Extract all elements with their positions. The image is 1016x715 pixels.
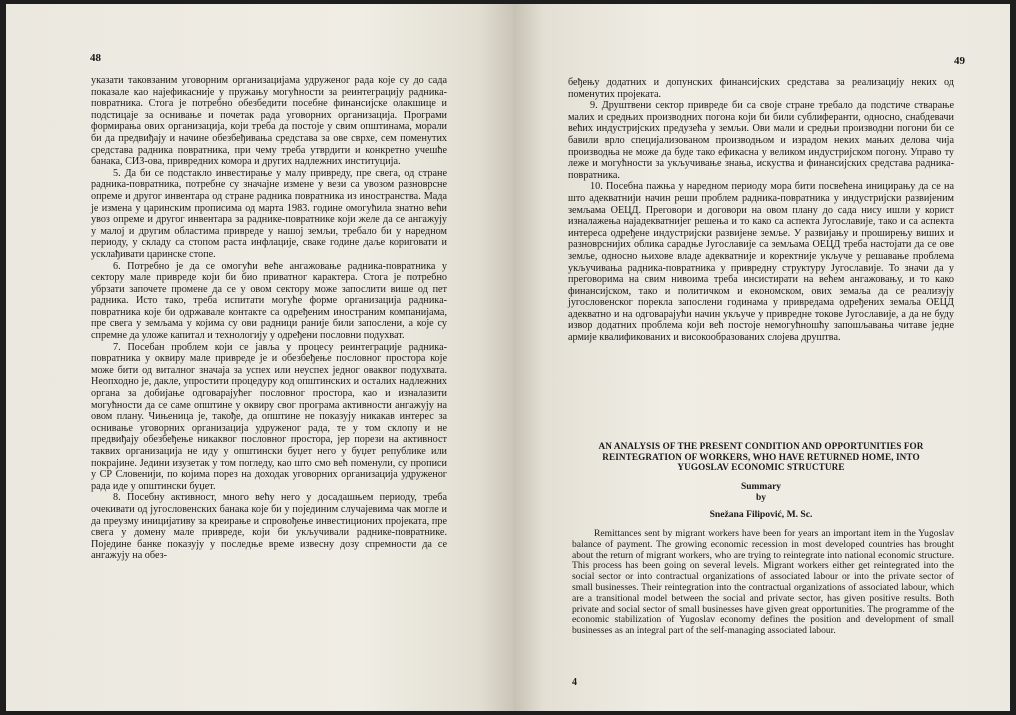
summary-label: Summary — [740, 482, 782, 492]
paragraph: 6. Потребно је да се омогући веће ангажовање радника-повратника у сектору мале привреде који би био приватног карактера. Стога је потребно убрзати започете промене да се у овом сектору може запослити више од пет радника. Исто тако, треба испитати могуће форме организација радника-повратника које би одржавале контакте са одређеним иностраним компанијама, пре свега у земљама у којима су ови радници раније били запослени, а које су спремне да уложе капитал и технологију у одређени пословни подухват. — [91, 260, 447, 342]
paragraph: 7. Посебан проблем који се јавља у процесу реинтеграције радника-повратника у оквиру мале привреде је и обезбеђење пословног простора које може бити од виталног значаја за успех или неуспех једног оваквог подухвата. Неопходно је, дакле, упростити процедуру код општинских и осталих надлежних органа за добијање одговарајућег пословног простора, као и изналазити могућности да се саме општине у оквиру свог програма активности ангажују на овом плану. Чињеница је, такође, да општине не показују никакав интерес за оснивање уговорних организација удруженог рада, те у том склопу и не предвиђају обезбеђење никаквог пословног простора, јер порези на активност таквих организација не иду у општински буџет него у буџет републике или покрајине. Једини изузетак у том погледу, као што смо већ поменули, су прописи у СР Словенији, по којима порез на доходак уговорних организација удруженог рада иде у општински буџет. — [91, 341, 447, 492]
paragraph: указати таковзаним уговорним организацијама удруженог рада које су до сада показале као најефикасније у пружању могућности за реинтеграцију радника-повратника. Стога је потребно обезбедити посебне финансијске олакшице и подстицаје за оснивање и почетак рада уговорних организација. Програми формирања ових организација, који треба да постоје у свим општинама, морали би да предвиђају и начине обезбеђивања средстава за ове сврхе, сем поменутих средстава радника повратника, при чему треба утврдити и конкретно учешће банака, СИЗ-ова, привредних комора и других надлежних институција. — [91, 75, 447, 168]
abstract-text: Remittances sent by migrant workers have been for years an important item in the Yugoslav balance of payment. The growing economic recession in most developed countries has brought about the return of migrant workers, who are trying to reintegrate into national economic structure. This process has been going on several levels. Migrant workers either get reintegrated into the social sector or into contractual organizations of associated labour or into the private sector of small businesses. Their reintegration into the contractual organizations of associated labour, which are a transitional model between the social and private sector, has given positive results. Both private and social sector of small businesses have given great opportunities. The programme of the economic stabilization of Yugoslav economy defines the position and development of small businesses as an integral part of the self-managing associated labour. — [572, 528, 954, 637]
paragraph: беђењу додатних и допунских финансијских средстава за реализацију неких од поменутих пројеката. — [568, 77, 954, 100]
paragraph: 8. Посебну активност, много већу него у досадашњем периоду, треба очекивати од југословенских банака које би у појединим случајевима чак могле и да преузму иницијативу за креирање и спровођење инвестиционих пројеката, пре свега у домену мале привреде, који би укључивали раднике-повратнике. Поједине банке показују у последње време извесну дозу спремности да се ангажују на обез- — [91, 492, 447, 562]
paragraph: 9. Друштвени сектор привреде би са своје стране требало да подстиче стварање малих и средњих производних погона који би били сублиферанти, односно, снабдевачи већих индустријских предузећа у земљи. Ови мали и средњи производни погони би се бавили врло специјализованом производњом и израдом неких мањих делова чија производња не може да буде тако ефикасна у великом индустријском погону. Управо ту леже и могућности за укључивање знања, искуства и финансијских средстава радника-повратника. — [568, 100, 954, 181]
right-page — [514, 4, 1010, 711]
summary-title-line: AN ANALYSIS OF THE PRESENT CONDITION AND OPPORTUNITIES FOR — [598, 441, 924, 451]
right-page-body — [568, 77, 954, 344]
paragraph: 10. Посебна пажња у наредном периоду мора бити посвећена иницирању да се на што адекватнији начин реши проблем радника-повратника у индустријски развијеним земљама ОЕЦД. Преговори и договори на овом плану до сада нису ишли у корист изналажења најадекватнијег решења и то како са аспекта Југославије, тако и са аспекта интереса одређене индустријски развијене земље. У развијању и проширењу виших и разноврснијих облика сарадње Југославије са земљама ОЕЦД треба настојати да се ове земље, односно њихове владе адекватније и коректније укључе у решавање проблема укључивања радника-повратника у привредну структуру Југославије. То значи да у преговорима на свим нивоима треба инсистирати на већем ангажовању, и то како финансијском, тако и политичком и економском, ових земаља да се реализују југословенског порекла запослени годинама у привредама одређених земаља ОЕЦД адекватно и на одговарајући начин укључе у привредне токове Југославије, а да не буду извор додатних проблема који већ постоје немогућношћу запошљавања читаве једне армије квалификованих и високообразованих слојева друштва. — [568, 181, 954, 344]
footer-number: 4 — [572, 677, 577, 688]
left-page — [6, 4, 514, 711]
book-spread — [6, 4, 1010, 711]
summary-title-line: YUGOSLAV ECONOMIC STRUCTURE — [677, 462, 845, 473]
abstract — [572, 529, 954, 637]
paragraph: 5. Да би се подстакло инвестирање у малу привреду, пре свега, од стране радника-повратника, потребне су значајне измене у вези са увозом разноврсне опреме и другог инвентара од стране радника повратника из иностранства. Мада је измена у царинским прописима од марта 1983. године омогућила знатно већи увоз опреме и другог инвентара за раднике-повратнике који желе да се ангажују у малој и другим областима привреде у нашој земљи, требало би у наредном периоду, у складу са стопом раста инфлације, сваке године даље кориговати и усклађивати царинске стопе. — [91, 167, 447, 260]
summary-heading — [568, 482, 954, 503]
left-page-body — [91, 75, 447, 562]
page-number-left: 48 — [90, 52, 101, 64]
page-number-right: 49 — [954, 55, 965, 67]
author-name: Snežana Filipović, M. Sc. — [709, 509, 813, 520]
summary-title — [568, 441, 954, 473]
summary-title-line: REINTEGRATION OF WORKERS, WHO HAVE RETURNED HOME, INTO — [602, 451, 920, 462]
summary-by: by — [755, 492, 767, 503]
